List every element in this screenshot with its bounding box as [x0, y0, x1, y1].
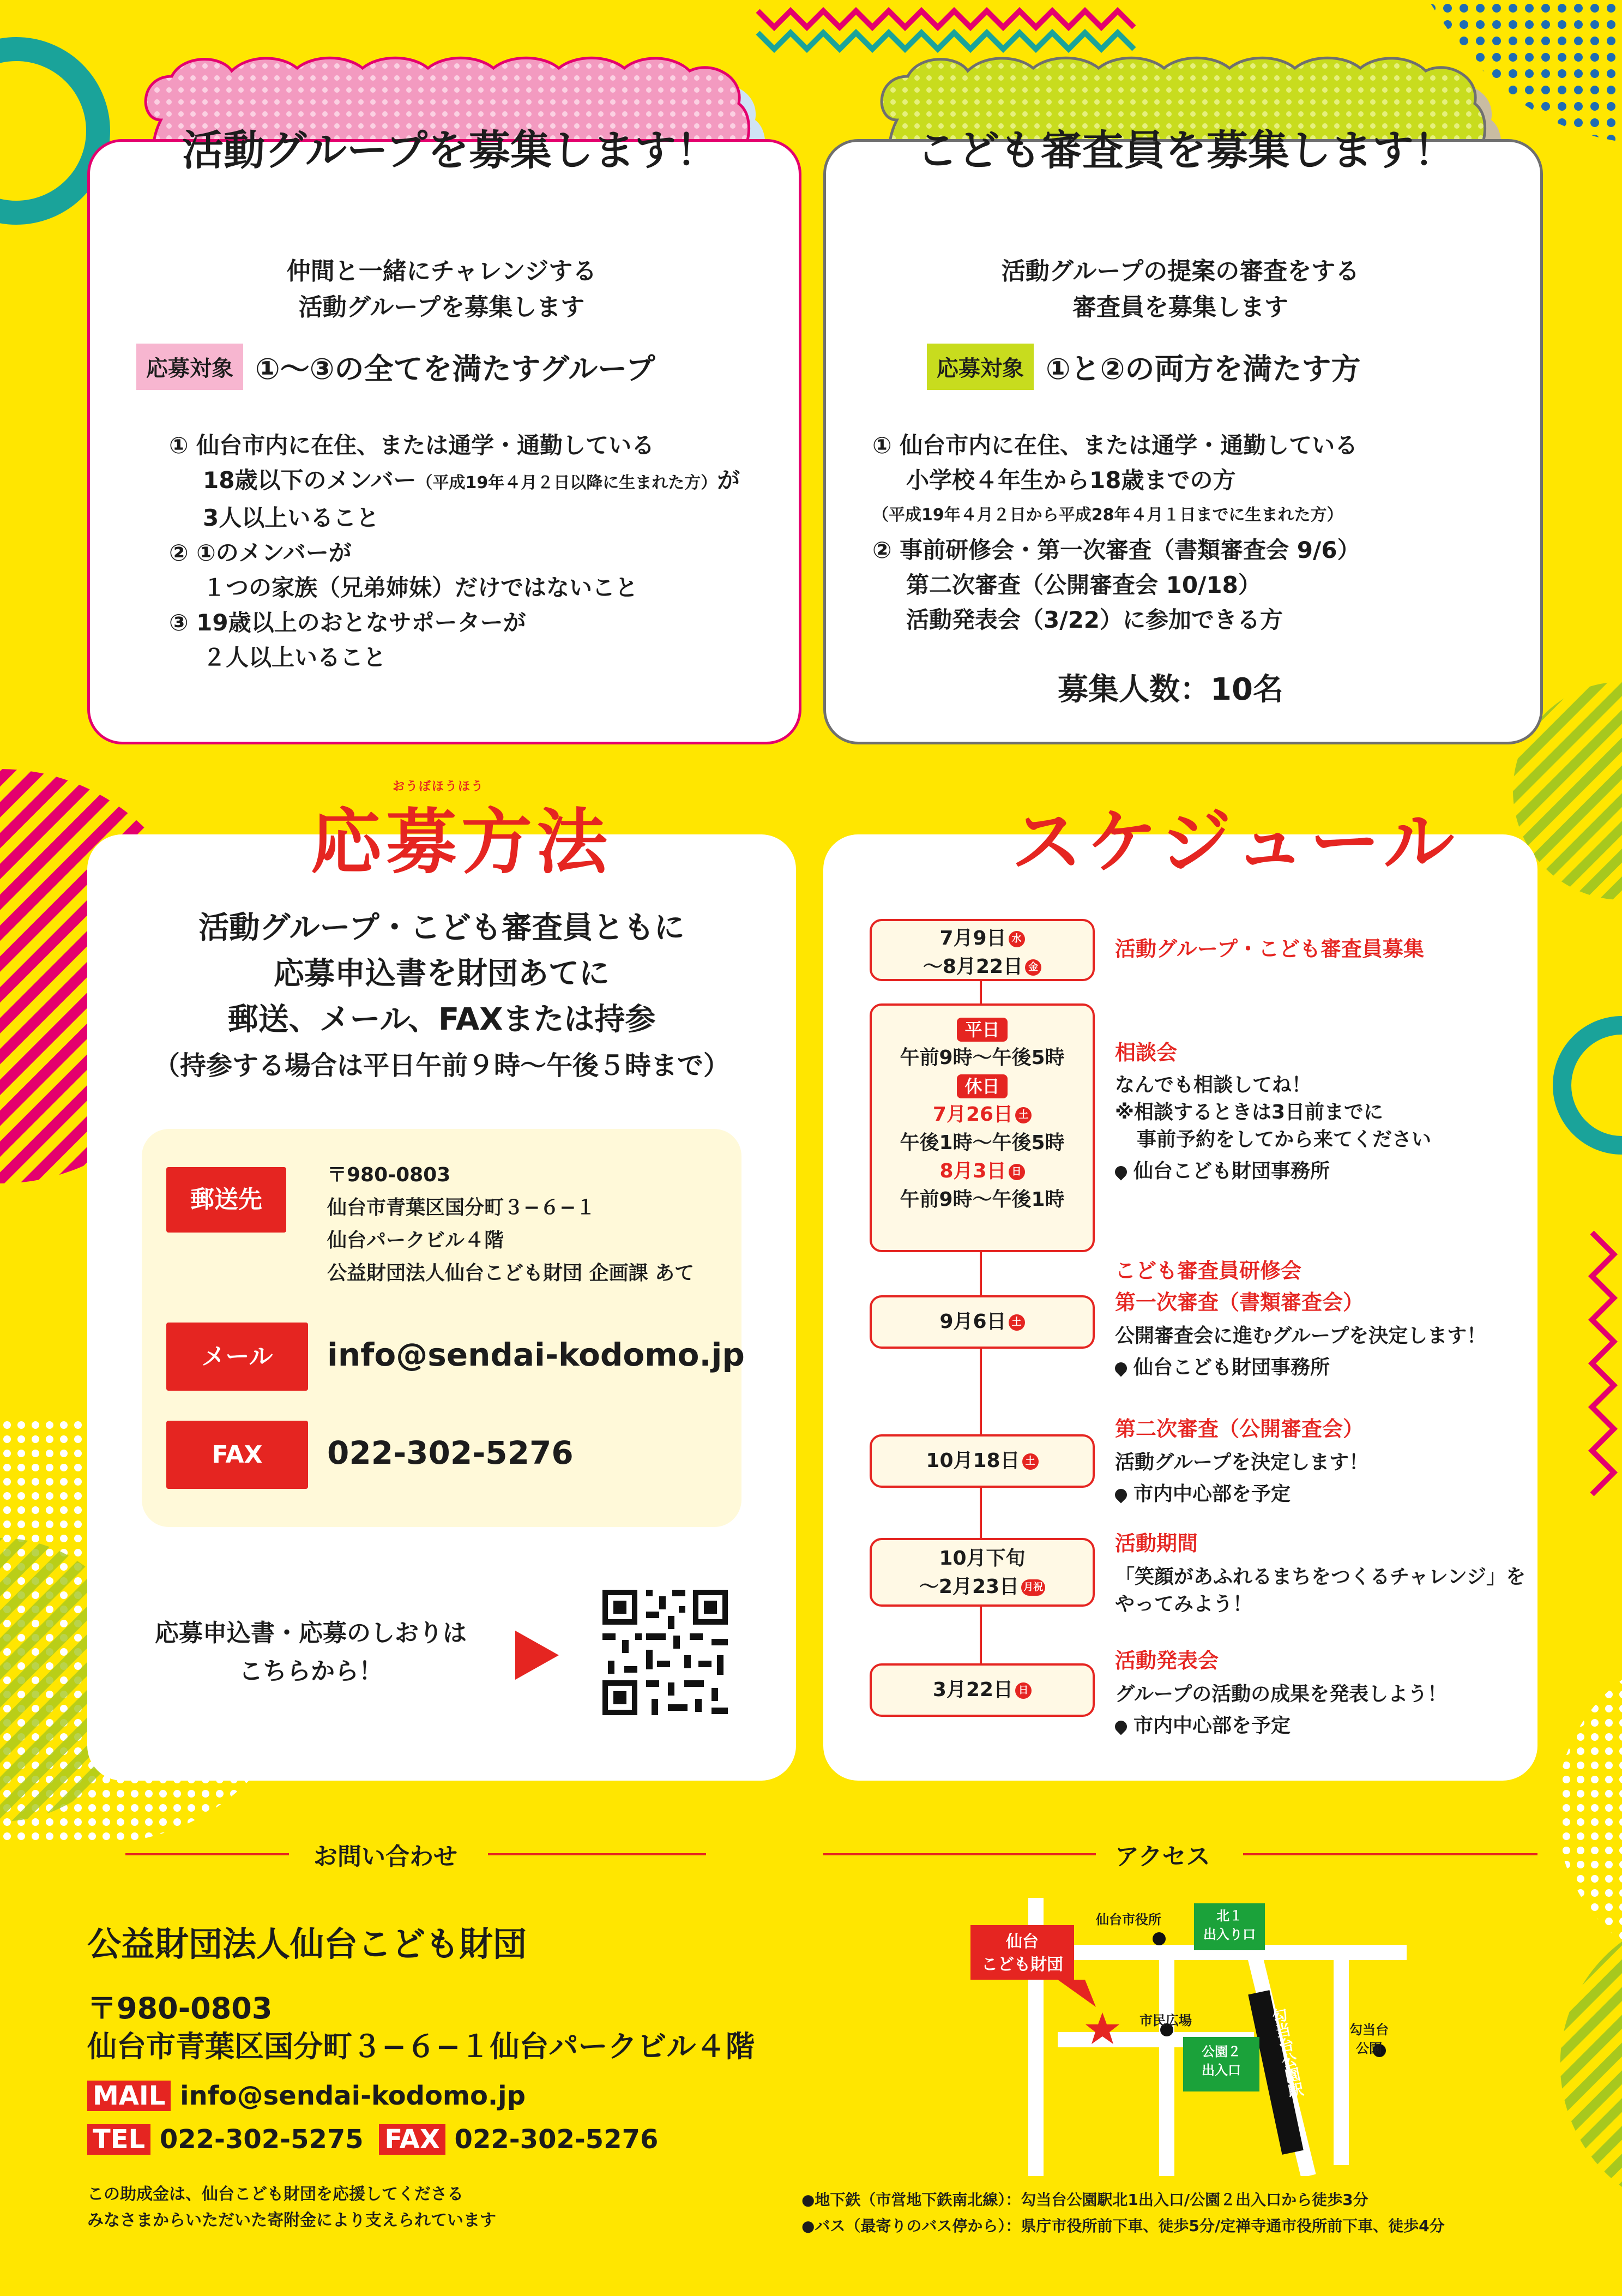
req-line: ① 仙台市内に在住、または通学・通勤している: [872, 432, 1358, 459]
map-city-hall: 仙台市役所: [1096, 1912, 1161, 1927]
event-body: グループの活動の成果を発表しよう！: [1115, 1683, 1448, 1705]
contact-fax: 022-302-5276: [454, 2124, 659, 2155]
target-tag: 応募対象: [927, 344, 1034, 390]
event-first-review: [1115, 1257, 1486, 1381]
event-title: 第一次審査（書類審査会）: [1115, 1290, 1364, 1314]
contact-mail[interactable]: info@sendai-kodomo.jp: [180, 2081, 526, 2111]
req-line: 18歳以下のメンバー: [203, 467, 417, 494]
req-line: 小学校４年生から18歳までの方: [906, 467, 1236, 494]
req-line: ２人以上いること: [203, 644, 387, 671]
event-title: 活動グループ・こども審査員募集: [1115, 937, 1424, 961]
req-line: が: [717, 467, 740, 494]
event-body: ※相談するときは3日前までに: [1115, 1101, 1384, 1123]
schedule-title: スケジュール: [1011, 801, 1459, 883]
date-text: 〜8月22日: [922, 955, 1023, 978]
how-line: 活動グループ・こども審査員ともに: [198, 910, 685, 946]
day-mark: 土: [1009, 1314, 1025, 1331]
contact-tel-row: [87, 2124, 658, 2155]
schedule-date-activity: [870, 1538, 1095, 1607]
req-note: （平成19年４月２日から平成28年４月１日までに生まれた方）: [872, 506, 1343, 525]
location-pin-icon: [1112, 1486, 1129, 1503]
postal-line: 〒980-0803: [327, 1164, 451, 1186]
group-target-row: [136, 344, 655, 390]
event-place: 市内中心部を予定: [1133, 1715, 1291, 1737]
qr-caption: [131, 1614, 491, 1691]
play-arrow-icon: [515, 1631, 559, 1680]
map-park: [1349, 2021, 1389, 2058]
fax-number: 022-302-5276: [327, 1434, 574, 1471]
judge-requirements: [872, 428, 1360, 638]
judge-intro: [878, 254, 1483, 326]
schedule-date-recruit: [870, 919, 1095, 981]
event-consult: [1115, 1039, 1431, 1185]
access-notes: [801, 2187, 1445, 2239]
target-tag: 応募対象: [136, 344, 243, 390]
donation-note: [87, 2181, 496, 2234]
req-line: 活動発表会（3/22）に参加できる方: [906, 606, 1283, 633]
event-title: 第二次審査（公開審査会）: [1115, 1417, 1364, 1441]
map-foundation-label: [970, 1931, 1074, 1976]
weekday-tag: 平日: [957, 1018, 1007, 1042]
how-line: 応募申込書を財団あてに: [274, 956, 610, 991]
schedule-date-consult: [870, 1003, 1095, 1252]
day-mark: 日: [1015, 1682, 1032, 1699]
req-line: 3人以上いること: [203, 504, 379, 531]
target-text: ①〜③の全てを満たすグループ: [255, 352, 655, 386]
contact-org: 公益財団法人仙台こども財団: [87, 1924, 527, 1964]
judge-target-row: [927, 344, 1360, 390]
event-activity-period: [1115, 1530, 1525, 1618]
postal-line: 仙台市青葉区国分町３−６−１: [327, 1197, 596, 1219]
day-mark: 土: [1015, 1107, 1032, 1123]
qr-line: 応募申込書・応募のしおりは: [155, 1619, 467, 1647]
date-text: 3月22日: [932, 1679, 1014, 1701]
postal-line: 公益財団法人仙台こども財団 企画課 あて: [327, 1262, 695, 1284]
park-line: 公園: [1356, 2041, 1382, 2056]
contact-heading: お問い合わせ: [313, 1843, 457, 1871]
req-note: （平成19年４月２日以降に生まれた方）: [416, 473, 717, 492]
date-text: 10月下旬: [939, 1547, 1026, 1570]
map-station: 勾当台公園駅: [1268, 2006, 1306, 2100]
day-mark: 土: [1022, 1453, 1039, 1470]
mail-label: MAIL: [87, 2081, 171, 2111]
access-note: ●地下鉄（市営地下鉄南北線）：勾当台公園駅北1出入口/公園２出入口から徒歩3分: [801, 2191, 1368, 2209]
qr-code-icon[interactable]: [602, 1590, 728, 1715]
date-text: 7月9日: [939, 927, 1006, 949]
location-pin-icon: [1112, 1718, 1129, 1735]
date-text: 9月6日: [939, 1311, 1006, 1333]
consult-time: 午前9時〜午後1時: [900, 1188, 1065, 1211]
event-body: 事前予約をしてから来てください: [1137, 1128, 1432, 1151]
event-body: なんでも相談してね！: [1115, 1074, 1312, 1096]
contact-tel[interactable]: 022-302-5275: [159, 2124, 364, 2155]
location-pin-icon: [1112, 1360, 1129, 1377]
postal-address: [327, 1159, 694, 1290]
event-second-review: [1115, 1415, 1368, 1508]
event-body: やってみよう！: [1115, 1593, 1253, 1615]
req-line: ① 仙台市内に在住、または通学・通勤している: [169, 432, 655, 459]
date-text: 10月18日: [926, 1450, 1020, 1472]
divider: [823, 1853, 1096, 1855]
req-line: ② 事前研修会・第一次審査（書類審査会 9/6）: [872, 537, 1360, 563]
note-line: この助成金は、仙台こども財団を応援してくださる: [87, 2185, 463, 2204]
intro-line: 活動グループを募集します: [298, 293, 585, 321]
intro-line: 仲間と一緒にチャレンジする: [286, 257, 597, 285]
event-body: 「笑顔があふれるまちをつくるチャレンジ」を: [1115, 1566, 1526, 1588]
map-exit-2: [1183, 2037, 1259, 2091]
consult-date: 8月3日: [939, 1160, 1006, 1182]
req-line: ② ①のメンバーが: [169, 539, 352, 566]
access-map: [960, 1882, 1412, 2176]
exit-line: 北１: [1216, 1908, 1243, 1924]
exit-line: 公園２: [1202, 2044, 1241, 2059]
note-line: みなさまからいただいた寄附金により支えられています: [87, 2211, 496, 2230]
tel-label: TEL: [87, 2124, 150, 2155]
holiday-tag: 休日: [957, 1074, 1007, 1098]
event-body: 活動グループを決定します！: [1115, 1451, 1369, 1474]
foundation-line: こども財団: [981, 1955, 1063, 1974]
postal-line: 仙台パークビル４階: [327, 1229, 504, 1252]
divider: [125, 1853, 289, 1855]
foundation-line: 仙台: [1006, 1932, 1039, 1951]
fax-label: FAX: [379, 2124, 445, 2155]
schedule-date-second-review: [870, 1434, 1095, 1488]
divider: [1243, 1853, 1537, 1855]
consult-time: 午前9時〜午後5時: [900, 1047, 1065, 1069]
how-to-ruby: おうぼほうほう: [393, 780, 485, 794]
park-line: 勾当台: [1349, 2022, 1389, 2037]
group-intro: [142, 254, 741, 326]
contact-zip: 〒980-0803: [87, 1991, 273, 2025]
event-title: 活動期間: [1115, 1531, 1198, 1555]
recruit-count: 募集人数：10名: [1058, 672, 1283, 707]
req-line: ③ 19歳以上のおとなサポーターが: [169, 609, 526, 636]
schedule-date-first-review: [870, 1295, 1095, 1349]
event-title: 活動発表会: [1115, 1649, 1219, 1673]
how-line: 郵送、メール、FAXまたは持参: [227, 1002, 656, 1037]
intro-line: 活動グループの提案の審査をする: [1001, 257, 1360, 285]
how-to-title: 応募方法: [311, 801, 612, 883]
exit-line: 出入口: [1202, 2063, 1241, 2078]
how-sub: （持参する場合は平日午前９時〜午後５時まで）: [153, 1050, 729, 1081]
intro-line: 審査員を募集します: [1072, 293, 1288, 321]
event-recruit: [1115, 935, 1424, 963]
event-place: 仙台こども財団事務所: [1133, 1160, 1330, 1182]
map-plaza: 市民広場: [1139, 2013, 1192, 2028]
consult-time: 午後1時〜午後5時: [900, 1132, 1065, 1154]
location-pin-icon: [1112, 1163, 1129, 1180]
email-link[interactable]: info@sendai-kodomo.jp: [327, 1336, 745, 1373]
how-to-text: [109, 905, 774, 1089]
event-body: 公開審査会に進むグループを決定します！: [1115, 1325, 1487, 1347]
day-mark: 水: [1009, 931, 1025, 947]
event-place: 仙台こども財団事務所: [1133, 1356, 1330, 1379]
event-title: 相談会: [1115, 1041, 1178, 1065]
access-heading: アクセス: [1115, 1843, 1210, 1871]
exit-line: 出入り口: [1203, 1927, 1256, 1942]
req-line: １つの家族（兄弟姉妹）だけではないこと: [203, 574, 638, 601]
req-line: 第二次審査（公開審査会 10/18）: [906, 572, 1261, 598]
group-requirements: [169, 428, 740, 675]
consult-date: 7月26日: [932, 1103, 1014, 1126]
judge-recruit-heading: こども審査員を募集します！: [916, 126, 1455, 175]
schedule-date-presentation: [870, 1663, 1095, 1717]
postal-label: 郵送先: [166, 1167, 286, 1233]
contact-mail-row: [87, 2081, 526, 2111]
day-mark: 月祝: [1021, 1579, 1045, 1596]
fax-label: FAX: [166, 1421, 308, 1489]
map-exit-1: [1194, 1903, 1265, 1950]
event-place: 市内中心部を予定: [1133, 1483, 1291, 1505]
group-recruit-heading: 活動グループを募集します！: [182, 126, 717, 175]
day-mark: 日: [1009, 1164, 1025, 1180]
day-mark: 金: [1025, 959, 1041, 976]
event-presentation: [1115, 1647, 1447, 1740]
event-title: こども審査員研修会: [1115, 1259, 1302, 1283]
email-label: メール: [166, 1323, 308, 1391]
date-text: 〜2月23日: [919, 1576, 1020, 1598]
contact-address: 仙台市青葉区国分町３−６−１仙台パークビル４階: [87, 2029, 755, 2064]
qr-line: こちらから！: [239, 1657, 383, 1685]
divider: [488, 1853, 706, 1855]
access-note: ●バス（最寄りのバス停から）：県庁市役所前下車、徒歩5分/定禅寺通市役所前下車、徒歩4分: [801, 2217, 1445, 2235]
target-text: ①と②の両方を満たす方: [1046, 352, 1361, 386]
